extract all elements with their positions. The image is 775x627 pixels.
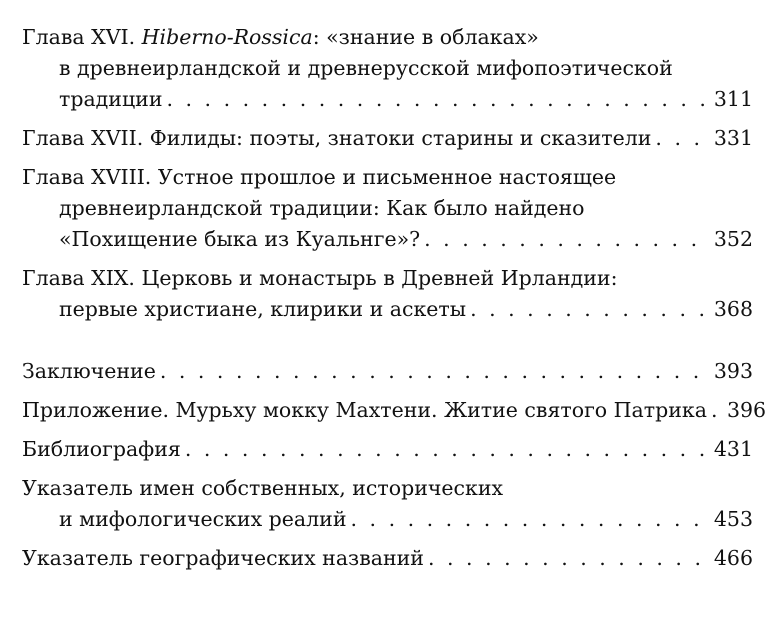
toc-entry-continuation: в древнеирландской и древнерусской мифопоэтической [59,56,673,80]
chapter-title-end: «Похищение быка из Куальнге»? [59,227,421,251]
chapter-label: Глава XVI. [22,25,136,49]
spacer [22,535,753,543]
toc-entry-last-line [22,224,753,255]
table-of-contents [22,22,767,574]
page-number: 368 [713,297,753,321]
entry-title-end: и мифологических реалий [59,507,347,531]
dot-leader [160,356,708,387]
page-number: 396 [726,398,767,422]
dot-leader [424,224,708,255]
spacer [22,115,753,123]
chapter-title-end: первые христиане, клирики и аскеты [59,297,467,321]
dot-leader [711,395,721,426]
chapter-title: : «знание в облаках» [312,25,539,49]
spacer [22,154,753,162]
chapter-label: Глава XVII. [22,126,144,150]
chapter-title: Филиды: поэты, знатоки старины и сказители [149,126,652,150]
entry-title: Указатель географических названий [22,546,424,570]
dot-leader [166,84,707,115]
toc-entry-last-line [22,395,767,426]
dot-leader [351,504,708,535]
toc-entry-conclusion[interactable] [22,356,753,387]
toc-entry-line [22,263,753,294]
page-number: 431 [713,437,753,461]
page-number: 453 [713,507,753,531]
entry-title: Приложение. Мурьху мокку Махтени. Житие святого Патрика [22,398,707,422]
toc-entry-line: Указатель имен собственных, исторических [22,476,504,500]
toc-entry-index-geography[interactable] [22,543,753,574]
page-number: 331 [713,126,753,150]
toc-entry-last-line [22,123,753,154]
spacer [22,387,753,395]
dot-leader [185,434,708,465]
toc-entry-last-line [22,504,753,535]
chapter-heading [22,123,651,154]
page-number: 466 [713,546,753,570]
page-number: 352 [713,227,753,251]
toc-entry-chapter-18[interactable] [22,162,753,255]
spacer [22,426,753,434]
dot-leader [470,294,708,325]
toc-entry-continuation: древнеирландской традиции: Как было найдено [59,196,585,220]
chapter-title: Устное прошлое и письменное настоящее [157,165,617,189]
toc-entry-chapter-17[interactable] [22,123,753,154]
toc-entry-appendix[interactable] [22,395,767,426]
page-number: 393 [713,359,753,383]
toc-entry-bibliography[interactable] [22,434,753,465]
spacer [22,465,753,473]
toc-entry-chapter-16[interactable] [22,22,753,115]
chapter-label: Глава XIX. [22,266,135,290]
dot-leader [428,543,708,574]
toc-entry-chapter-19[interactable] [22,263,753,325]
toc-entry-last-line [22,356,753,387]
chapter-title-end: традиции [59,87,163,111]
toc-entry-index-names[interactable] [22,473,753,535]
toc-entry-last-line [22,84,753,115]
section-spacer [22,325,753,356]
toc-entry-line [22,162,753,193]
toc-entry-last-line [22,294,753,325]
toc-entry-last-line [22,434,753,465]
spacer [22,255,753,263]
chapter-title: Церковь и монастырь в Древней Ирландии: [141,266,618,290]
entry-title: Библиография [22,437,181,461]
toc-entry-line [22,22,753,53]
page-number: 311 [713,87,753,111]
chapter-label: Глава XVIII. [22,165,152,189]
chapter-title-italic: Hiberno-Rossica [141,25,313,49]
dot-leader [655,123,707,154]
toc-entry-last-line [22,543,753,574]
entry-title: Заключение [22,359,156,383]
